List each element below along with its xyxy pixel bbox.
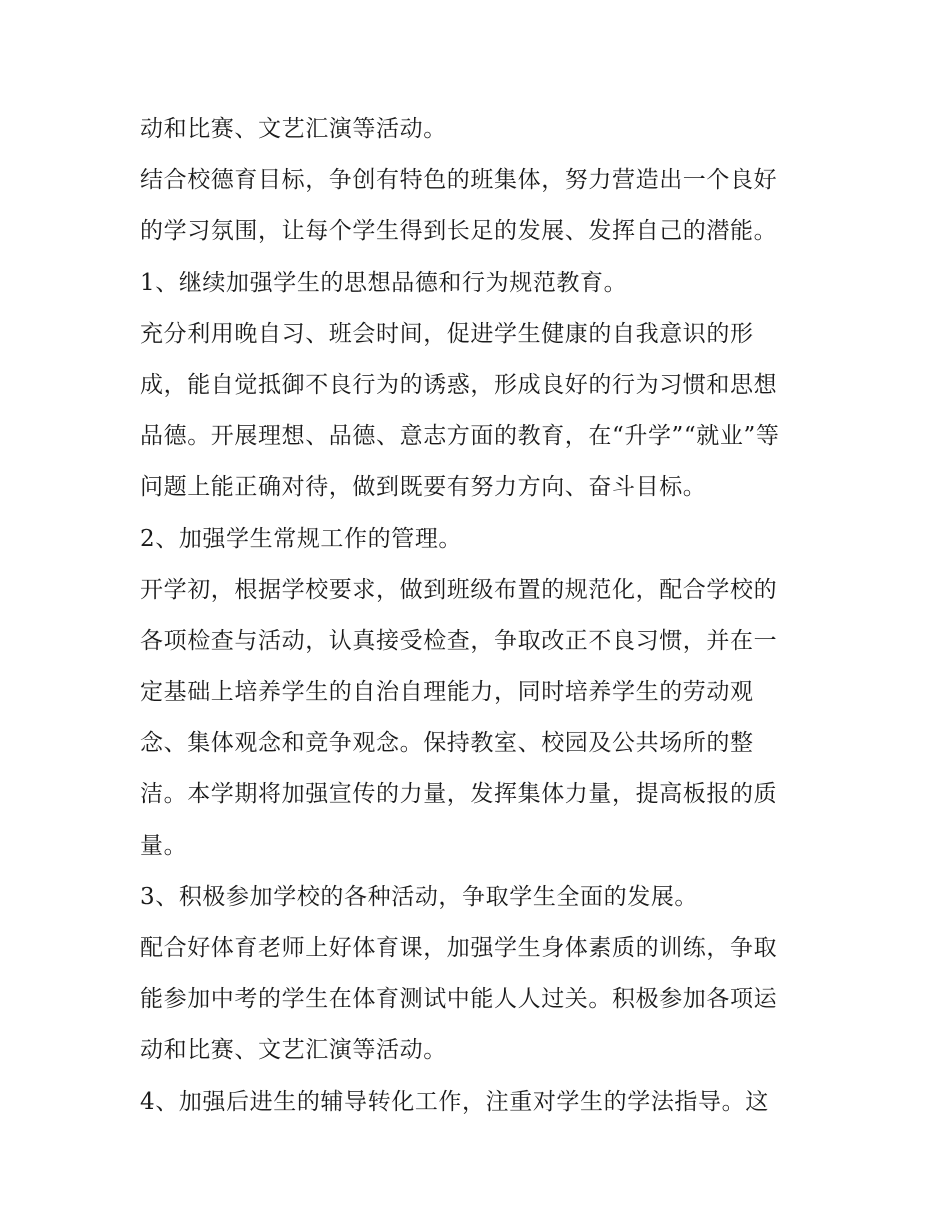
document-body — [140, 104, 820, 1128]
text-line: 各项检查与活动，认真接受检查，争取改正不良习惯，并在一 — [140, 627, 778, 654]
text-line: 念、集体观念和竞争观念。保持教室、校园及公共场所的整 — [140, 730, 754, 757]
text-line: 开学初，根据学校要求，做到班级布置的规范化，配合学校的 — [140, 576, 778, 603]
text-line: 成，能自觉抵御不良行为的诱惑，形成良好的行为习惯和思想 — [140, 371, 778, 398]
text-line: 洁。本学期将加强宣传的力量，发挥集体力量，提高板报的质 — [140, 781, 778, 808]
section-heading-4: 4、加强后进生的辅导转化工作，注重对学生的学法指导。这 — [140, 1088, 769, 1115]
text-line: 量。 — [140, 832, 188, 859]
section-heading-1: 1、继续加强学生的思想品德和行为规范教育。 — [140, 269, 628, 296]
text-line: 配合好体育老师上好体育课，加强学生身体素质的训练，争取 — [140, 935, 778, 961]
section-heading-2: 2、加强学生常规工作的管理。 — [140, 525, 463, 552]
text-line: 能参加中考的学生在体育测试中能人人过关。积极参加各项运 — [140, 986, 778, 1013]
text-line: 充分利用晚自习、班会时间，促进学生健康的自我意识的形 — [140, 320, 754, 347]
section-heading-3: 3、积极参加学校的各种活动，争取学生全面的发展。 — [140, 883, 699, 910]
text-line: 问题上能正确对待，做到既要有努力方向、奋斗目标。 — [140, 474, 707, 501]
text-line: 动和比赛、文艺汇演等活动。 — [140, 116, 447, 142]
text-line: 的学习氛围，让每个学生得到长足的发展、发挥自己的潜能。 — [140, 218, 778, 245]
text-line: 结合校德育目标，争创有特色的班集体，努力营造出一个良好 — [140, 167, 778, 194]
text-line: 品德。开展理想、品德、意志方面的教育，在“升学”“就业”等 — [140, 423, 780, 450]
text-line: 动和比赛、文艺汇演等活动。 — [140, 1037, 447, 1064]
text-line: 定基础上培养学生的自治自理能力，同时培养学生的劳动观 — [140, 679, 754, 706]
